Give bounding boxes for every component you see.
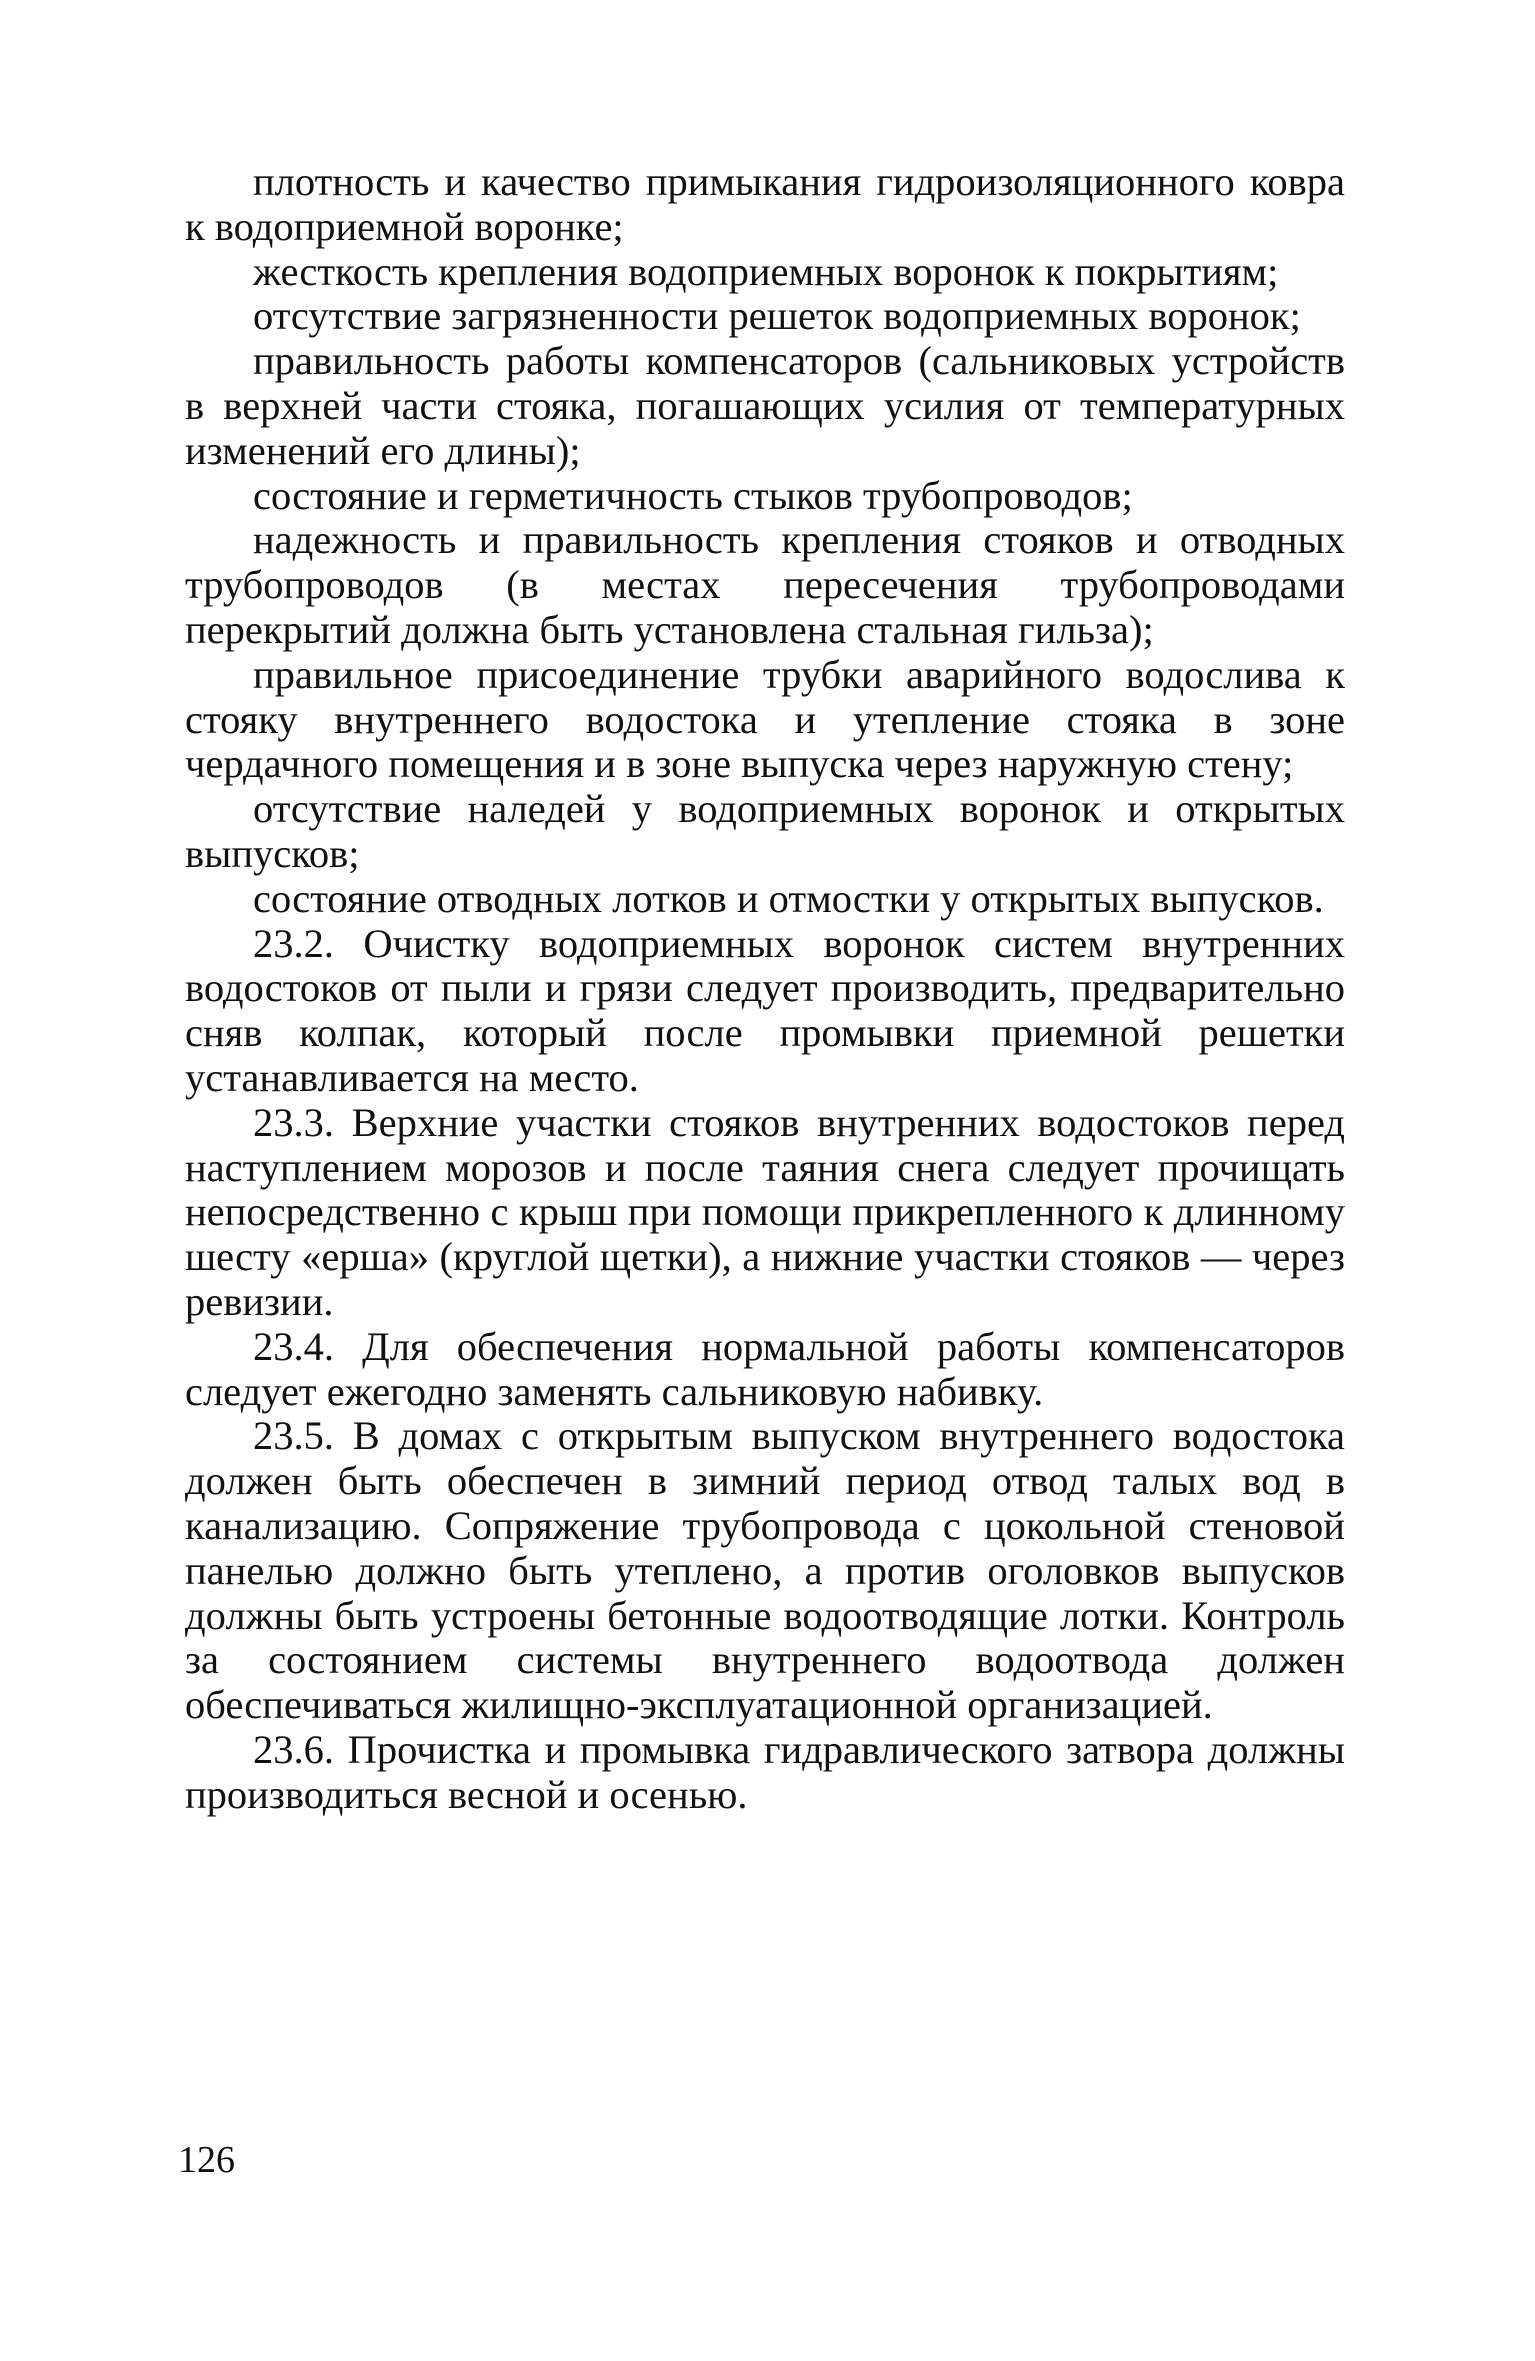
- paragraph-grate-cleanliness: отсутствие загрязненности решеток водоприемных воронок;: [253, 293, 1301, 339]
- paragraph-23-5: 23.5. В домах с открытым выпуском внутреннего водостока должен быть обеспечен в зимний период отвод талых вод в канализацию. Сопряжение трубопровода с цокольной стеновой панелью должно быть утеплено, а против оголовков выпусков должны быть устроены бетонные водоотводящие лотки. Контроль за состоянием системы внутреннего водоотвода должен обеспечиваться жилищно-эксплуатационной организацией.: [185, 1413, 1345, 1728]
- paragraph-overflow-pipe: правильное присоединение трубки аварийного водослива к стояку внутреннего водостока и утепление стояка в зоне чердачного помещения и в зоне выпуска через наружную стену;: [185, 651, 1345, 787]
- paragraph-ice: отсутствие наледей у водоприемных воронок и открытых выпусков;: [185, 786, 1345, 876]
- paragraph-riser-fastening: надежность и правильность крепления стояков и отводных трубопроводов (в местах пересечения трубопроводами перекрытий должна быть установлена стальная гильза);: [185, 517, 1345, 652]
- paragraph-joints: состояние и герметичность стыков трубопроводов;: [253, 472, 1133, 518]
- page-number: 126: [178, 2139, 235, 2181]
- paragraph-trays: состояние отводных лотков и отмостки у открытых выпусков.: [253, 875, 1324, 921]
- paragraph-funnel-rigidity: жесткость крепления водоприемных воронок к покрытиям;: [253, 248, 1279, 294]
- paragraph-23-3: 23.3. Верхние участки стояков внутренних водостоков перед наступлением морозов и после таяния снега следует прочищать непосредственно с крыш при помощи прикрепленного к длинному шесту «ерша» (круглой щетки), а нижние участки стояков — через ревизии.: [185, 1099, 1345, 1324]
- paragraph-compensators: правильность работы компенсаторов (сальниковых устройств в верхней части стояка, погашающих усилия от температурных изменений его длины);: [185, 338, 1345, 473]
- paragraph-23-2: 23.2. Очистку водоприемных воронок систем внутренних водостоков от пыли и грязи следует производить, предварительно сняв колпак, который после промывки приемной решетки устанавливается на место.: [185, 920, 1345, 1100]
- paragraph-funnel-adjacency: плотность и качество примыкания гидроизоляционного ковра к водоприемной воронке;: [185, 159, 1345, 249]
- paragraph-23-6: 23.6. Прочистка и промывка гидравлического затвора должны производиться весной и осенью.: [185, 1726, 1345, 1817]
- paragraph-23-4: 23.4. Для обеспечения нормальной работы компенсаторов следует ежегодно заменять сальниковую набивку.: [185, 1323, 1345, 1414]
- page-body: [185, 160, 1345, 2210]
